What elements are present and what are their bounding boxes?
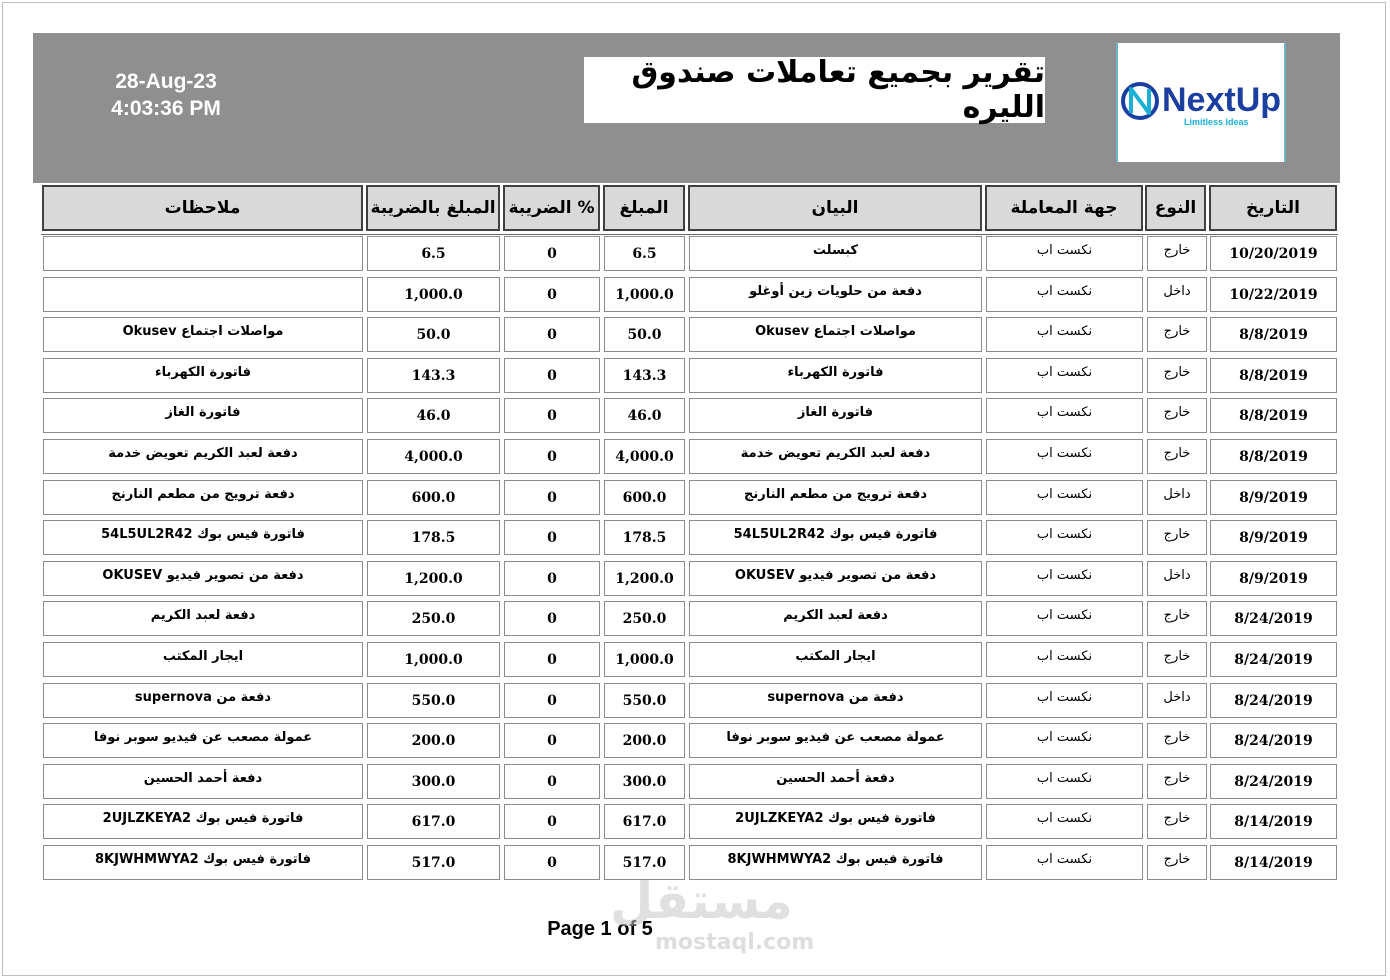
- cell-party: نكست اب: [986, 561, 1143, 596]
- cell-tax: 0: [504, 601, 600, 636]
- cell-amount: 50.0: [604, 317, 685, 352]
- cell-amount-with-tax: 200.0: [367, 723, 500, 758]
- cell-party: نكست اب: [986, 642, 1143, 677]
- watermark-latin: mostaql.com: [655, 930, 815, 955]
- report-title: تقرير بجميع تعاملات صندوق الليره: [584, 57, 1045, 123]
- cell-tax: 0: [504, 317, 600, 352]
- cell-type: داخل: [1147, 561, 1207, 596]
- cell-notes: فاتورة الكهرباء: [43, 358, 363, 393]
- cell-amount: 1,000.0: [604, 277, 685, 312]
- cell-party: نكست اب: [986, 236, 1143, 271]
- cell-description: مواصلات اجتماع Okusev: [689, 317, 982, 352]
- cell-tax: 0: [504, 520, 600, 555]
- cell-notes: فاتورة فيس بوك 2UJLZKEYA2: [43, 804, 363, 839]
- cell-type: خارج: [1147, 439, 1207, 474]
- cell-tax: 0: [504, 683, 600, 718]
- cell-amount-with-tax: 600.0: [367, 480, 500, 515]
- cell-tax: 0: [504, 804, 600, 839]
- cell-date: 8/14/2019: [1210, 804, 1337, 839]
- cell-notes: فاتورة فيس بوك 54L5UL2R42: [43, 520, 363, 555]
- cell-description: فاتورة فيس بوك 8KJWHMWYA2: [689, 845, 982, 880]
- col-header-amount: المبلغ: [603, 185, 685, 231]
- cell-party: نكست اب: [986, 804, 1143, 839]
- cell-amount-with-tax: 143.3: [367, 358, 500, 393]
- cell-amount-with-tax: 250.0: [367, 601, 500, 636]
- cell-amount: 1,200.0: [604, 561, 685, 596]
- cell-description: دفعة أحمد الحسين: [689, 764, 982, 799]
- cell-description: فاتورة فيس بوك 2UJLZKEYA2: [689, 804, 982, 839]
- logo-emblem-icon: [1123, 84, 1157, 118]
- cell-description: دفعة من تصوير فيديو OKUSEV: [689, 561, 982, 596]
- col-header-date: التاريخ: [1209, 185, 1337, 231]
- cell-date: 8/9/2019: [1210, 561, 1337, 596]
- cell-amount-with-tax: 1,200.0: [367, 561, 500, 596]
- cell-date: 8/24/2019: [1210, 601, 1337, 636]
- cell-type: خارج: [1147, 358, 1207, 393]
- header-divider: [41, 234, 1338, 235]
- cell-party: نكست اب: [986, 764, 1143, 799]
- cell-amount: 200.0: [604, 723, 685, 758]
- cell-tax: 0: [504, 561, 600, 596]
- report-date: 28-Aug-23: [115, 70, 217, 93]
- cell-tax: 0: [504, 845, 600, 880]
- cell-amount: 46.0: [604, 398, 685, 433]
- cell-amount-with-tax: 617.0: [367, 804, 500, 839]
- cell-amount: 1,000.0: [604, 642, 685, 677]
- col-header-notes: ملاحظات: [42, 185, 363, 231]
- cell-tax: 0: [504, 236, 600, 271]
- cell-description: دفعة من حلويات زين أوغلو: [689, 277, 982, 312]
- cell-type: خارج: [1147, 642, 1207, 677]
- cell-date: 10/22/2019: [1210, 277, 1337, 312]
- cell-notes: [43, 277, 363, 312]
- cell-amount: 4,000.0: [604, 439, 685, 474]
- cell-notes: دفعة من supernova: [43, 683, 363, 718]
- cell-notes: دفعة من تصوير فيديو OKUSEV: [43, 561, 363, 596]
- cell-amount-with-tax: 178.5: [367, 520, 500, 555]
- report-time: 4:03:36 PM: [111, 97, 221, 120]
- cell-notes: ايجار المكتب: [43, 642, 363, 677]
- col-header-party: جهة المعاملة: [985, 185, 1143, 231]
- cell-tax: 0: [504, 358, 600, 393]
- cell-description: ايجار المكتب: [689, 642, 982, 677]
- cell-type: خارج: [1147, 764, 1207, 799]
- cell-amount: 517.0: [604, 845, 685, 880]
- cell-notes: مواصلات اجتماع Okusev: [43, 317, 363, 352]
- cell-amount-with-tax: 1,000.0: [367, 277, 500, 312]
- cell-amount: 550.0: [604, 683, 685, 718]
- cell-description: دفعة من supernova: [689, 683, 982, 718]
- cell-date: 8/24/2019: [1210, 683, 1337, 718]
- cell-party: نكست اب: [986, 439, 1143, 474]
- cell-tax: 0: [504, 723, 600, 758]
- cell-notes: دفعة لعبد الكريم تعويض خدمة: [43, 439, 363, 474]
- cell-type: خارج: [1147, 398, 1207, 433]
- cell-date: 8/24/2019: [1210, 723, 1337, 758]
- cell-description: كبسلت: [689, 236, 982, 271]
- cell-description: عمولة مصعب عن فيديو سوبر نوفا: [689, 723, 982, 758]
- cell-date: 8/8/2019: [1210, 358, 1337, 393]
- cell-party: نكست اب: [986, 723, 1143, 758]
- cell-date: 8/8/2019: [1210, 317, 1337, 352]
- cell-date: 8/8/2019: [1210, 398, 1337, 433]
- cell-amount-with-tax: 50.0: [367, 317, 500, 352]
- cell-notes: فاتورة الغاز: [43, 398, 363, 433]
- cell-party: نكست اب: [986, 317, 1143, 352]
- cell-type: داخل: [1147, 480, 1207, 515]
- cell-amount-with-tax: 550.0: [367, 683, 500, 718]
- cell-type: خارج: [1147, 520, 1207, 555]
- cell-amount: 143.3: [604, 358, 685, 393]
- cell-description: دفعة لعبد الكريم تعويض خدمة: [689, 439, 982, 474]
- cell-date: 8/8/2019: [1210, 439, 1337, 474]
- cell-party: نكست اب: [986, 480, 1143, 515]
- company-logo: [1116, 43, 1286, 162]
- cell-notes: [43, 236, 363, 271]
- cell-amount: 6.5: [604, 236, 685, 271]
- cell-party: نكست اب: [986, 277, 1143, 312]
- logo-tagline: Limitless Ideas: [1184, 117, 1249, 127]
- logo-wordmark: NextUp: [1162, 81, 1282, 119]
- cell-type: خارج: [1147, 723, 1207, 758]
- cell-date: 10/20/2019: [1210, 236, 1337, 271]
- cell-type: خارج: [1147, 845, 1207, 880]
- cell-date: 8/9/2019: [1210, 480, 1337, 515]
- cell-type: داخل: [1147, 683, 1207, 718]
- cell-tax: 0: [504, 439, 600, 474]
- cell-amount-with-tax: 1,000.0: [367, 642, 500, 677]
- cell-type: خارج: [1147, 804, 1207, 839]
- col-header-amount-with-tax: المبلغ بالضريبة: [366, 185, 500, 231]
- cell-description: فاتورة فيس بوك 54L5UL2R42: [689, 520, 982, 555]
- cell-amount: 617.0: [604, 804, 685, 839]
- cell-amount-with-tax: 517.0: [367, 845, 500, 880]
- cell-notes: عمولة مصعب عن فيديو سوبر نوفا: [43, 723, 363, 758]
- cell-tax: 0: [504, 642, 600, 677]
- cell-amount-with-tax: 6.5: [367, 236, 500, 271]
- cell-date: 8/24/2019: [1210, 764, 1337, 799]
- page-number: Page 1 of 5: [547, 918, 653, 940]
- cell-description: دفعة لعبد الكريم: [689, 601, 982, 636]
- report-datetime: [86, 68, 246, 122]
- cell-notes: دفعة لعبد الكريم: [43, 601, 363, 636]
- cell-party: نكست اب: [986, 601, 1143, 636]
- cell-party: نكست اب: [986, 358, 1143, 393]
- cell-date: 8/24/2019: [1210, 642, 1337, 677]
- cell-party: نكست اب: [986, 398, 1143, 433]
- cell-tax: 0: [504, 480, 600, 515]
- cell-party: نكست اب: [986, 683, 1143, 718]
- col-header-description: البيان: [688, 185, 982, 231]
- cell-amount-with-tax: 46.0: [367, 398, 500, 433]
- cell-type: خارج: [1147, 601, 1207, 636]
- cell-amount: 300.0: [604, 764, 685, 799]
- cell-type: داخل: [1147, 277, 1207, 312]
- cell-amount-with-tax: 4,000.0: [367, 439, 500, 474]
- cell-notes: دفعة أحمد الحسين: [43, 764, 363, 799]
- cell-tax: 0: [504, 764, 600, 799]
- cell-party: نكست اب: [986, 520, 1143, 555]
- cell-description: فاتورة الكهرباء: [689, 358, 982, 393]
- cell-amount: 600.0: [604, 480, 685, 515]
- cell-party: نكست اب: [986, 845, 1143, 880]
- cell-description: فاتورة الغاز: [689, 398, 982, 433]
- cell-date: 8/9/2019: [1210, 520, 1337, 555]
- cell-notes: دفعة ترويج من مطعم النارنج: [43, 480, 363, 515]
- cell-date: 8/14/2019: [1210, 845, 1337, 880]
- cell-notes: فاتورة فيس بوك 8KJWHMWYA2: [43, 845, 363, 880]
- cell-description: دفعة ترويج من مطعم النارنج: [689, 480, 982, 515]
- col-header-tax: % الضريبة: [503, 185, 600, 231]
- cell-amount: 250.0: [604, 601, 685, 636]
- cell-amount: 178.5: [604, 520, 685, 555]
- col-header-type: النوع: [1145, 185, 1206, 231]
- cell-type: خارج: [1147, 236, 1207, 271]
- cell-type: خارج: [1147, 317, 1207, 352]
- cell-amount-with-tax: 300.0: [367, 764, 500, 799]
- cell-tax: 0: [504, 277, 600, 312]
- watermark-arabic: مستقل: [610, 872, 793, 930]
- cell-tax: 0: [504, 398, 600, 433]
